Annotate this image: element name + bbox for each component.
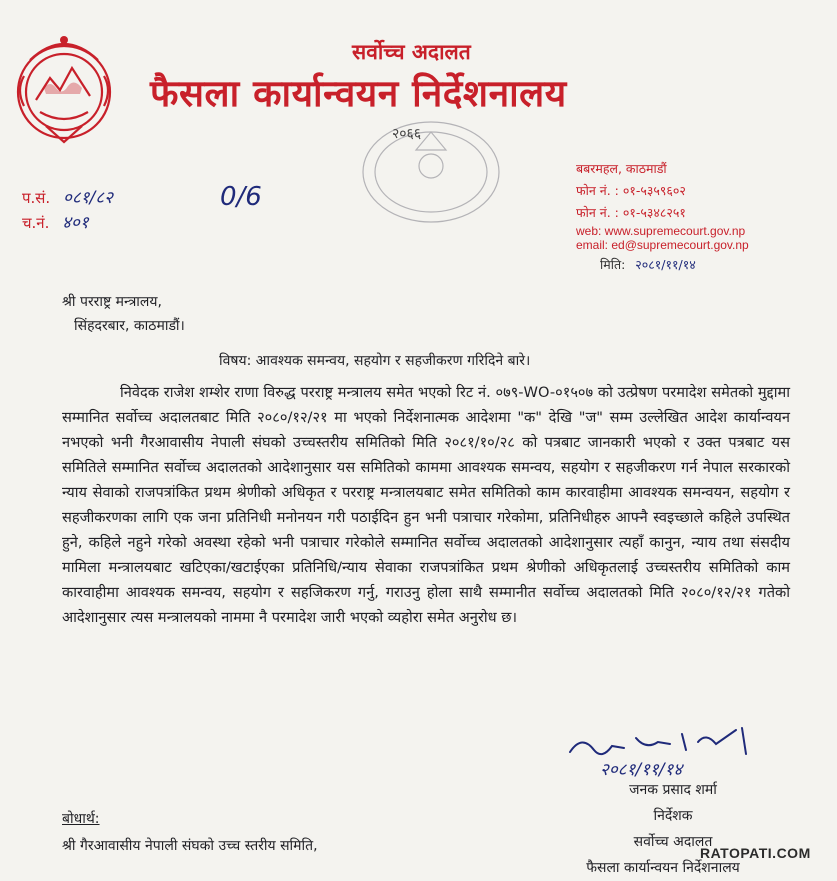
letter-date xyxy=(600,256,696,273)
margin-note: 0/6 xyxy=(220,182,262,212)
cc-label: बोधार्थ: xyxy=(62,811,100,827)
dispatch-number-row xyxy=(22,211,113,236)
letter-body: निवेदक राजेश शम्शेर राणा विरुद्ध परराष्ट्र मन्त्रालय समेत भएको रिट नं. ०७९-WO-०१५०७ को उत्प्रेषण परमादेश समेतको मुद्दामा सम्मानित सर्वोच्च अदालतबाट मिति २०८०/१२/२१ मा भएको निर्देशनात्मक आदेशमा "क" देखि "ज" सम्म उल्लेखित आदेश कार्यान्वयन नभएको भनी गैरआवासीय नेपाली संघको उच्चस्तरीय समितिको मिति २०८१/१०/२८ को पत्रबाट जानकारी भएको र उक्त पत्रबाट यस समितिले सम्मानित सर्वोच्च अदालतको आदेशानुसार यस समितिको काममा आवश्यक समन्वय, सहयोग र सहजीकरण गर्न नेपाल सरकारको न्याय सेवाको राजपत्रांकित प्रथम श्रेणीको अधिकृत र परराष्ट्र मन्त्रालयबाट समेत समितिको काम कारवाहीमा आवश्यक समन्वयन, सहयोग र सहजीकरणका लागि एक जना प्रतिनिधी मनोनयन गरी पठाईदिन हुन भनी पत्राचार गरेकोमा, प्रतिनिधीहरु आफ्नै स्वइच्छाले कहिले उपस्थित हुने, कहिले नहुने गरेको अवस्था रहेको भनी पत्राचार गरेकोले सम्मानित सर्वोच्च अदालतको आदेशानुसार त्यहाँ कानुन, न्याय तथा संसदीय मामिला मन्त्रालयबाट खटिएका/खटाईएका प्रतिनिधि/न्याय सेवाका राजपत्रांकित प्रथम श्रेणीको अधिकृतलाई उच्चस्तरीय समितिको काम कारवाहीमा आवश्यक समन्वय, सहयोग र सहजिकरण गर्नु, गराउनु होला साथै सम्मानीत सर्वोच्च अदालतको मिति २०८०/१२/२१ गतेको आदेशानुसार त्यस मन्त्रालयको नाममा नै परमादेश जारी भएको व्यहोरा समेत अनुरोध छ। xyxy=(62,384,790,626)
contact-block xyxy=(576,158,749,252)
recipient-line-1: श्री परराष्ट्र मन्त्रालय, xyxy=(62,294,162,310)
address: बबरमहल, काठमाडौं xyxy=(576,161,667,176)
date-value: २०८१/११/१४ xyxy=(635,257,696,272)
office-seal-stamp xyxy=(356,110,506,225)
letter-number-label: प.सं. xyxy=(22,189,51,207)
signatory-block xyxy=(586,777,748,881)
signatory-name: जनक प्रसाद शर्मा xyxy=(629,782,717,798)
cc-item: श्री गैरआवासीय नेपाली संघको उच्च स्तरीय समिति, xyxy=(62,838,318,854)
reference-block xyxy=(22,186,113,236)
date-label: मिति: xyxy=(600,257,626,272)
site-watermark: RATOPATI.COM xyxy=(700,845,811,861)
dispatch-number-label: च.नं. xyxy=(22,214,50,232)
letter-number-value: ०८१/८२ xyxy=(62,188,113,208)
email-link[interactable]: email: ed@supremecourt.gov.np xyxy=(576,238,749,252)
phone-1: फोन नं. : ०१-५३५९६०२ xyxy=(576,183,686,198)
letter-number-row xyxy=(22,186,113,211)
recipient-line-2: सिंहदरबार, काठमाडौं। xyxy=(74,318,185,334)
subject-line: विषय: आवश्यक समन्वय, सहयोग र सहजीकरण गरिदिने बारे। xyxy=(219,353,531,369)
signatory-org-line-2: फैसला कार्यान्वयन निर्देशनालय xyxy=(586,860,740,876)
handwritten-sign-date: २०८१/११/१४ xyxy=(600,760,683,780)
website-link[interactable]: web: www.supremecourt.gov.np xyxy=(576,224,746,238)
dispatch-number-value: ४०१ xyxy=(62,213,89,233)
signatory-org-line-1: सर्वोच्च अदालत xyxy=(633,834,713,850)
phone-2: फोन नं. : ०१-५३४८२५१ xyxy=(576,205,686,220)
established-year: २०६६ xyxy=(392,126,422,142)
court-name: सर्वोच्च अदालत xyxy=(352,40,471,64)
signatory-designation: निर्देशक xyxy=(653,808,693,824)
recipient-address xyxy=(62,290,185,338)
nepal-emblem-icon xyxy=(10,30,118,148)
office-name: फैसला कार्यान्वयन निर्देशनालय xyxy=(150,72,567,115)
